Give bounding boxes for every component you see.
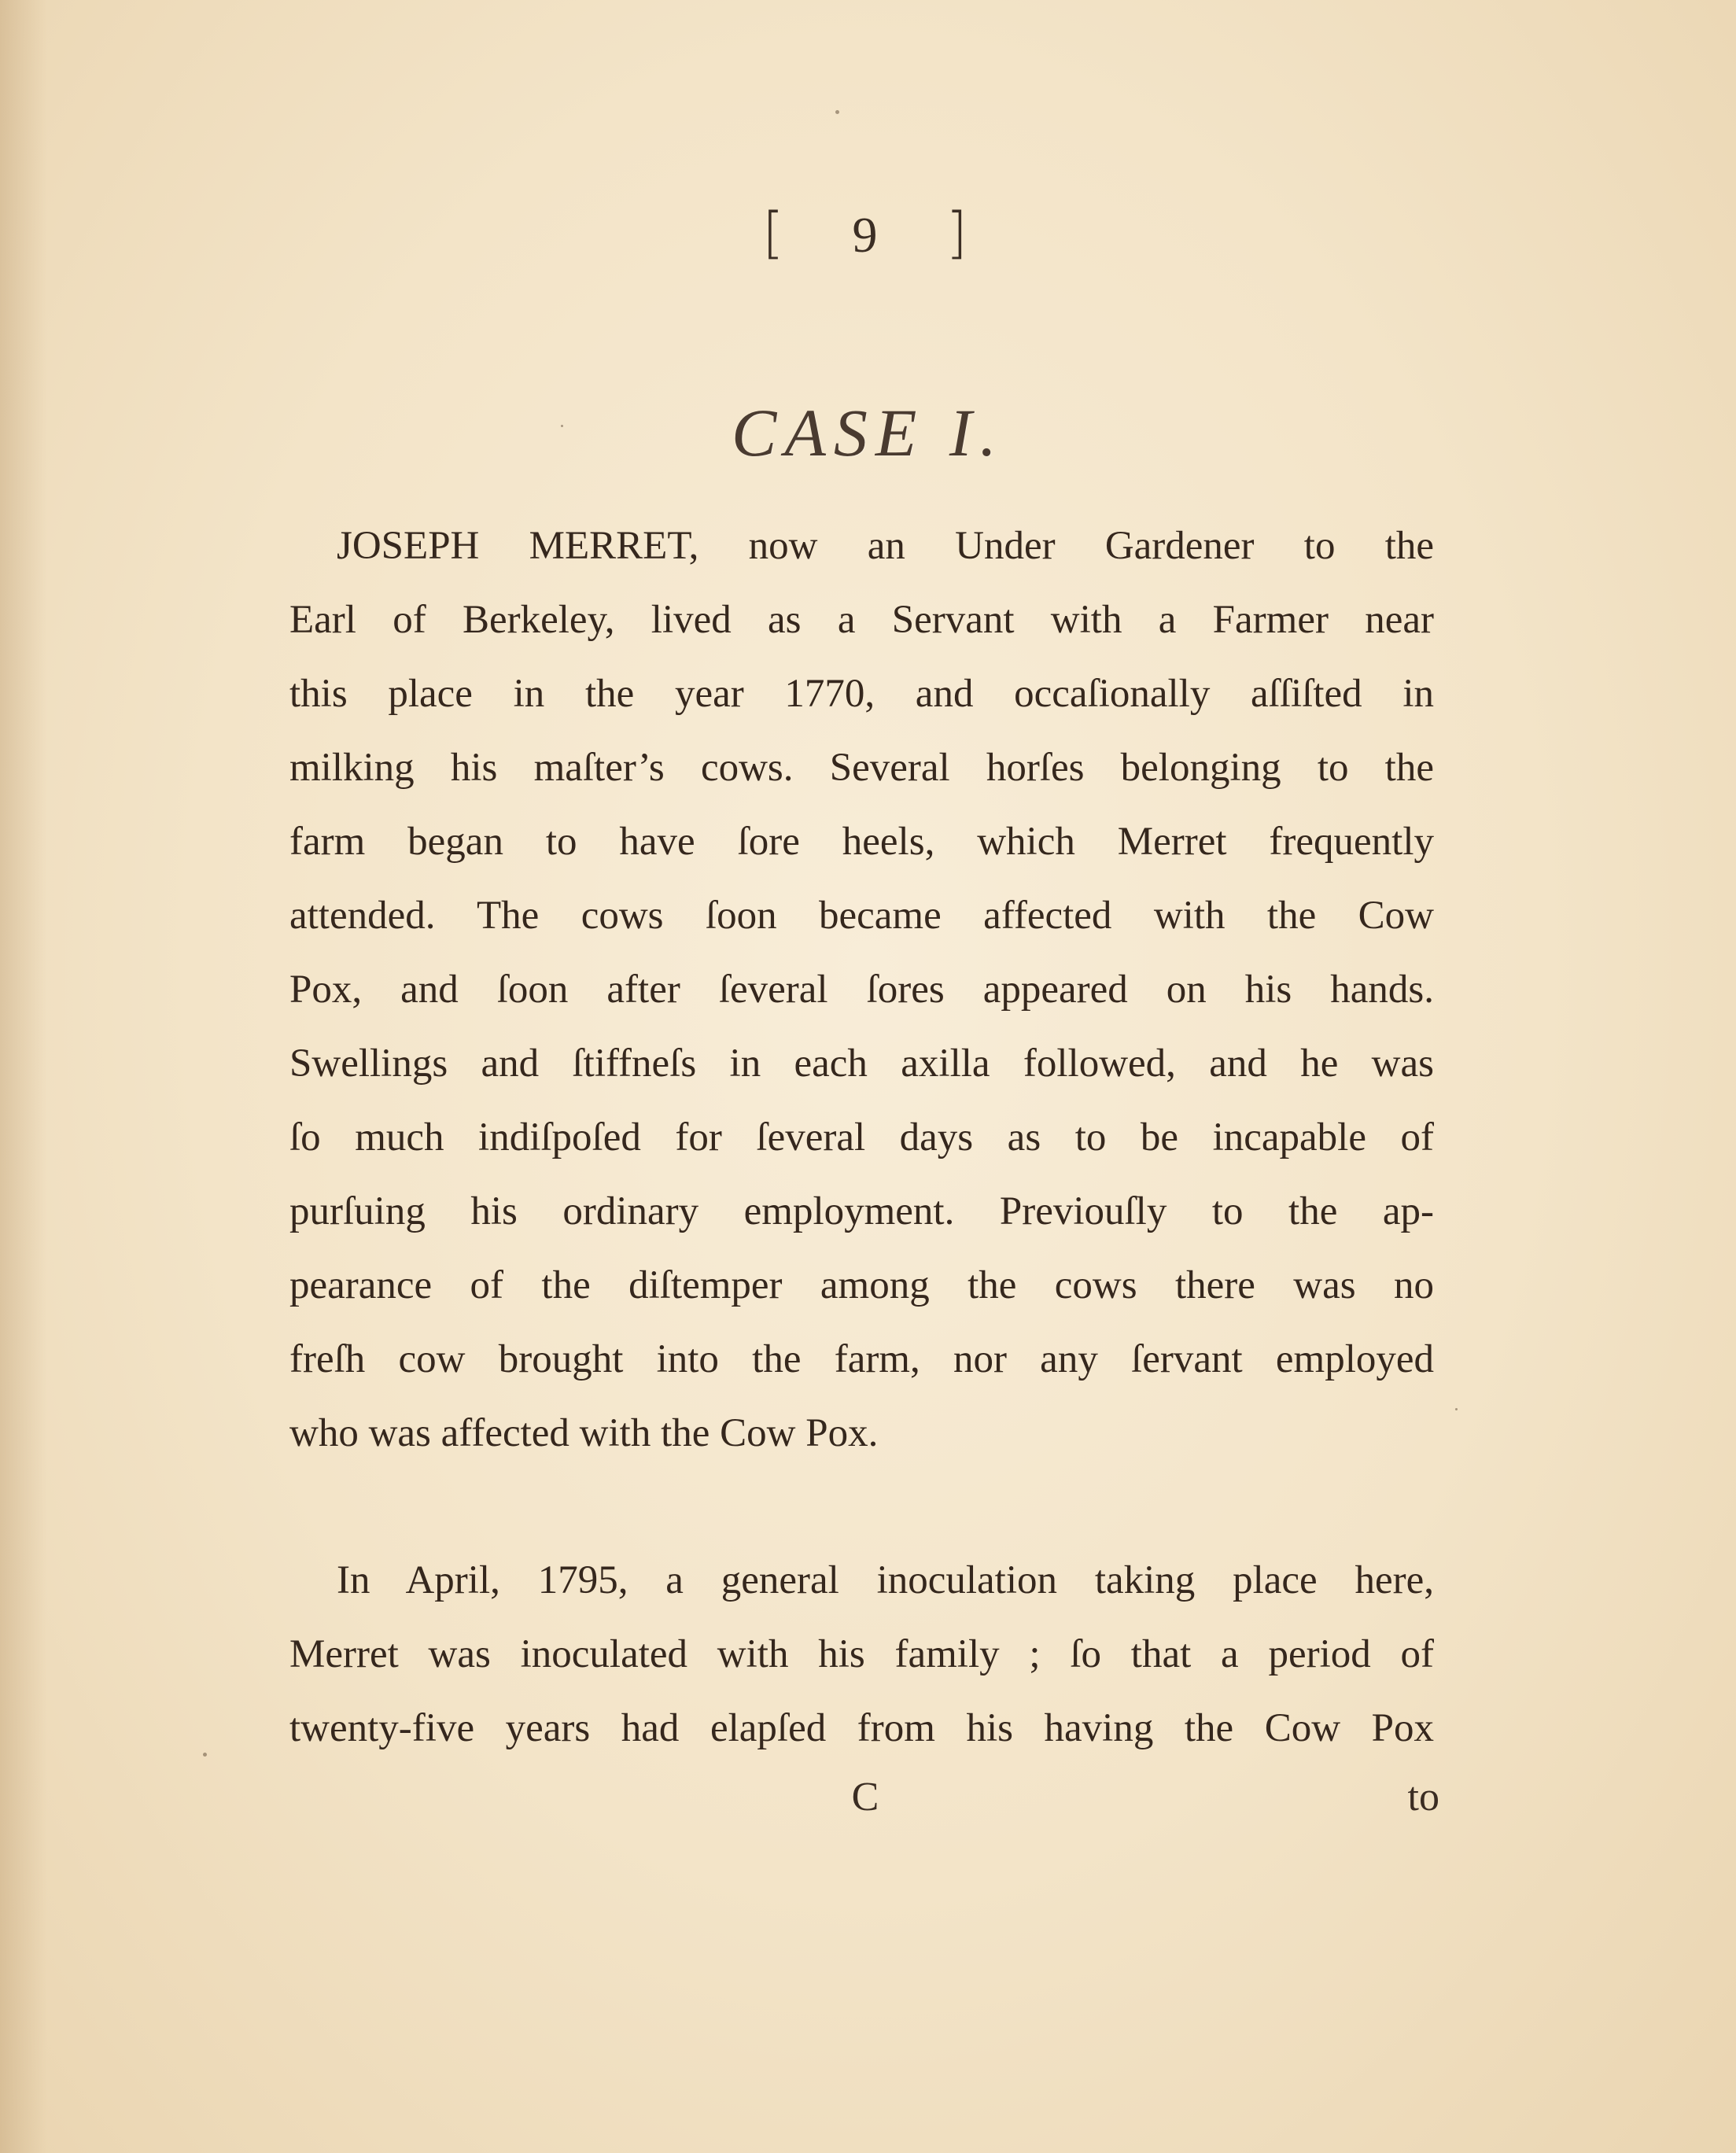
text-line: Pox, and ſoon after ſeveral ſores appeared on his hands. — [289, 968, 1434, 1012]
header-right-bracket: ] — [945, 201, 974, 265]
text-line: attended. The cows ſoon became affected with the Cow — [289, 894, 1434, 938]
header-left-bracket: [ — [762, 201, 791, 265]
page-footer — [0, 1774, 1736, 1837]
paper-speck — [561, 425, 563, 427]
paragraph-2 — [289, 1543, 1434, 1765]
page-number: 9 — [852, 207, 884, 263]
page-header — [0, 201, 1736, 265]
text-line: Swellings and ſtiffneſs in each axilla followed, and he was — [289, 1041, 1434, 1086]
paper-speck — [1455, 1408, 1458, 1410]
text-line: milking his maſter’s cows. Several horſes belonging to the — [289, 746, 1434, 790]
paper-speck — [835, 110, 839, 114]
paper-speck — [203, 1753, 207, 1757]
text-line: ſo much indiſpoſed for ſeveral days as to be incapable of — [289, 1115, 1434, 1159]
text-line: farm began to have ſore heels, which Merret frequently — [289, 820, 1434, 864]
text-line: freſh cow brought into the farm, nor any ſervant employed — [289, 1337, 1434, 1381]
text-line: JOSEPH MERRET, now an Under Gardener to the — [337, 524, 1434, 568]
paragraph-1 — [289, 509, 1434, 1470]
text-line: twenty-five years had elapſed from his having the Cow Pox — [289, 1706, 1434, 1750]
text-line: this place in the year 1770, and occaſionally aſſiſted in — [289, 672, 1434, 716]
text-line: purſuing his ordinary employment. Previouſly to the ap- — [289, 1189, 1434, 1233]
text-line: Merret was inoculated with his family ; ſo that a period of — [289, 1632, 1434, 1676]
text-line: who was affected with the Cow Pox. — [289, 1411, 879, 1455]
case-title: CASE I. — [731, 395, 1005, 470]
text-line: pearance of the diſtemper among the cows there was no — [289, 1263, 1434, 1307]
signature-mark: C — [851, 1775, 879, 1819]
catchword: to — [1407, 1775, 1439, 1819]
text-line: In April, 1795, a general inoculation taking place here, — [337, 1558, 1434, 1602]
text-line: Earl of Berkeley, lived as a Servant with a Farmer near — [289, 598, 1434, 642]
